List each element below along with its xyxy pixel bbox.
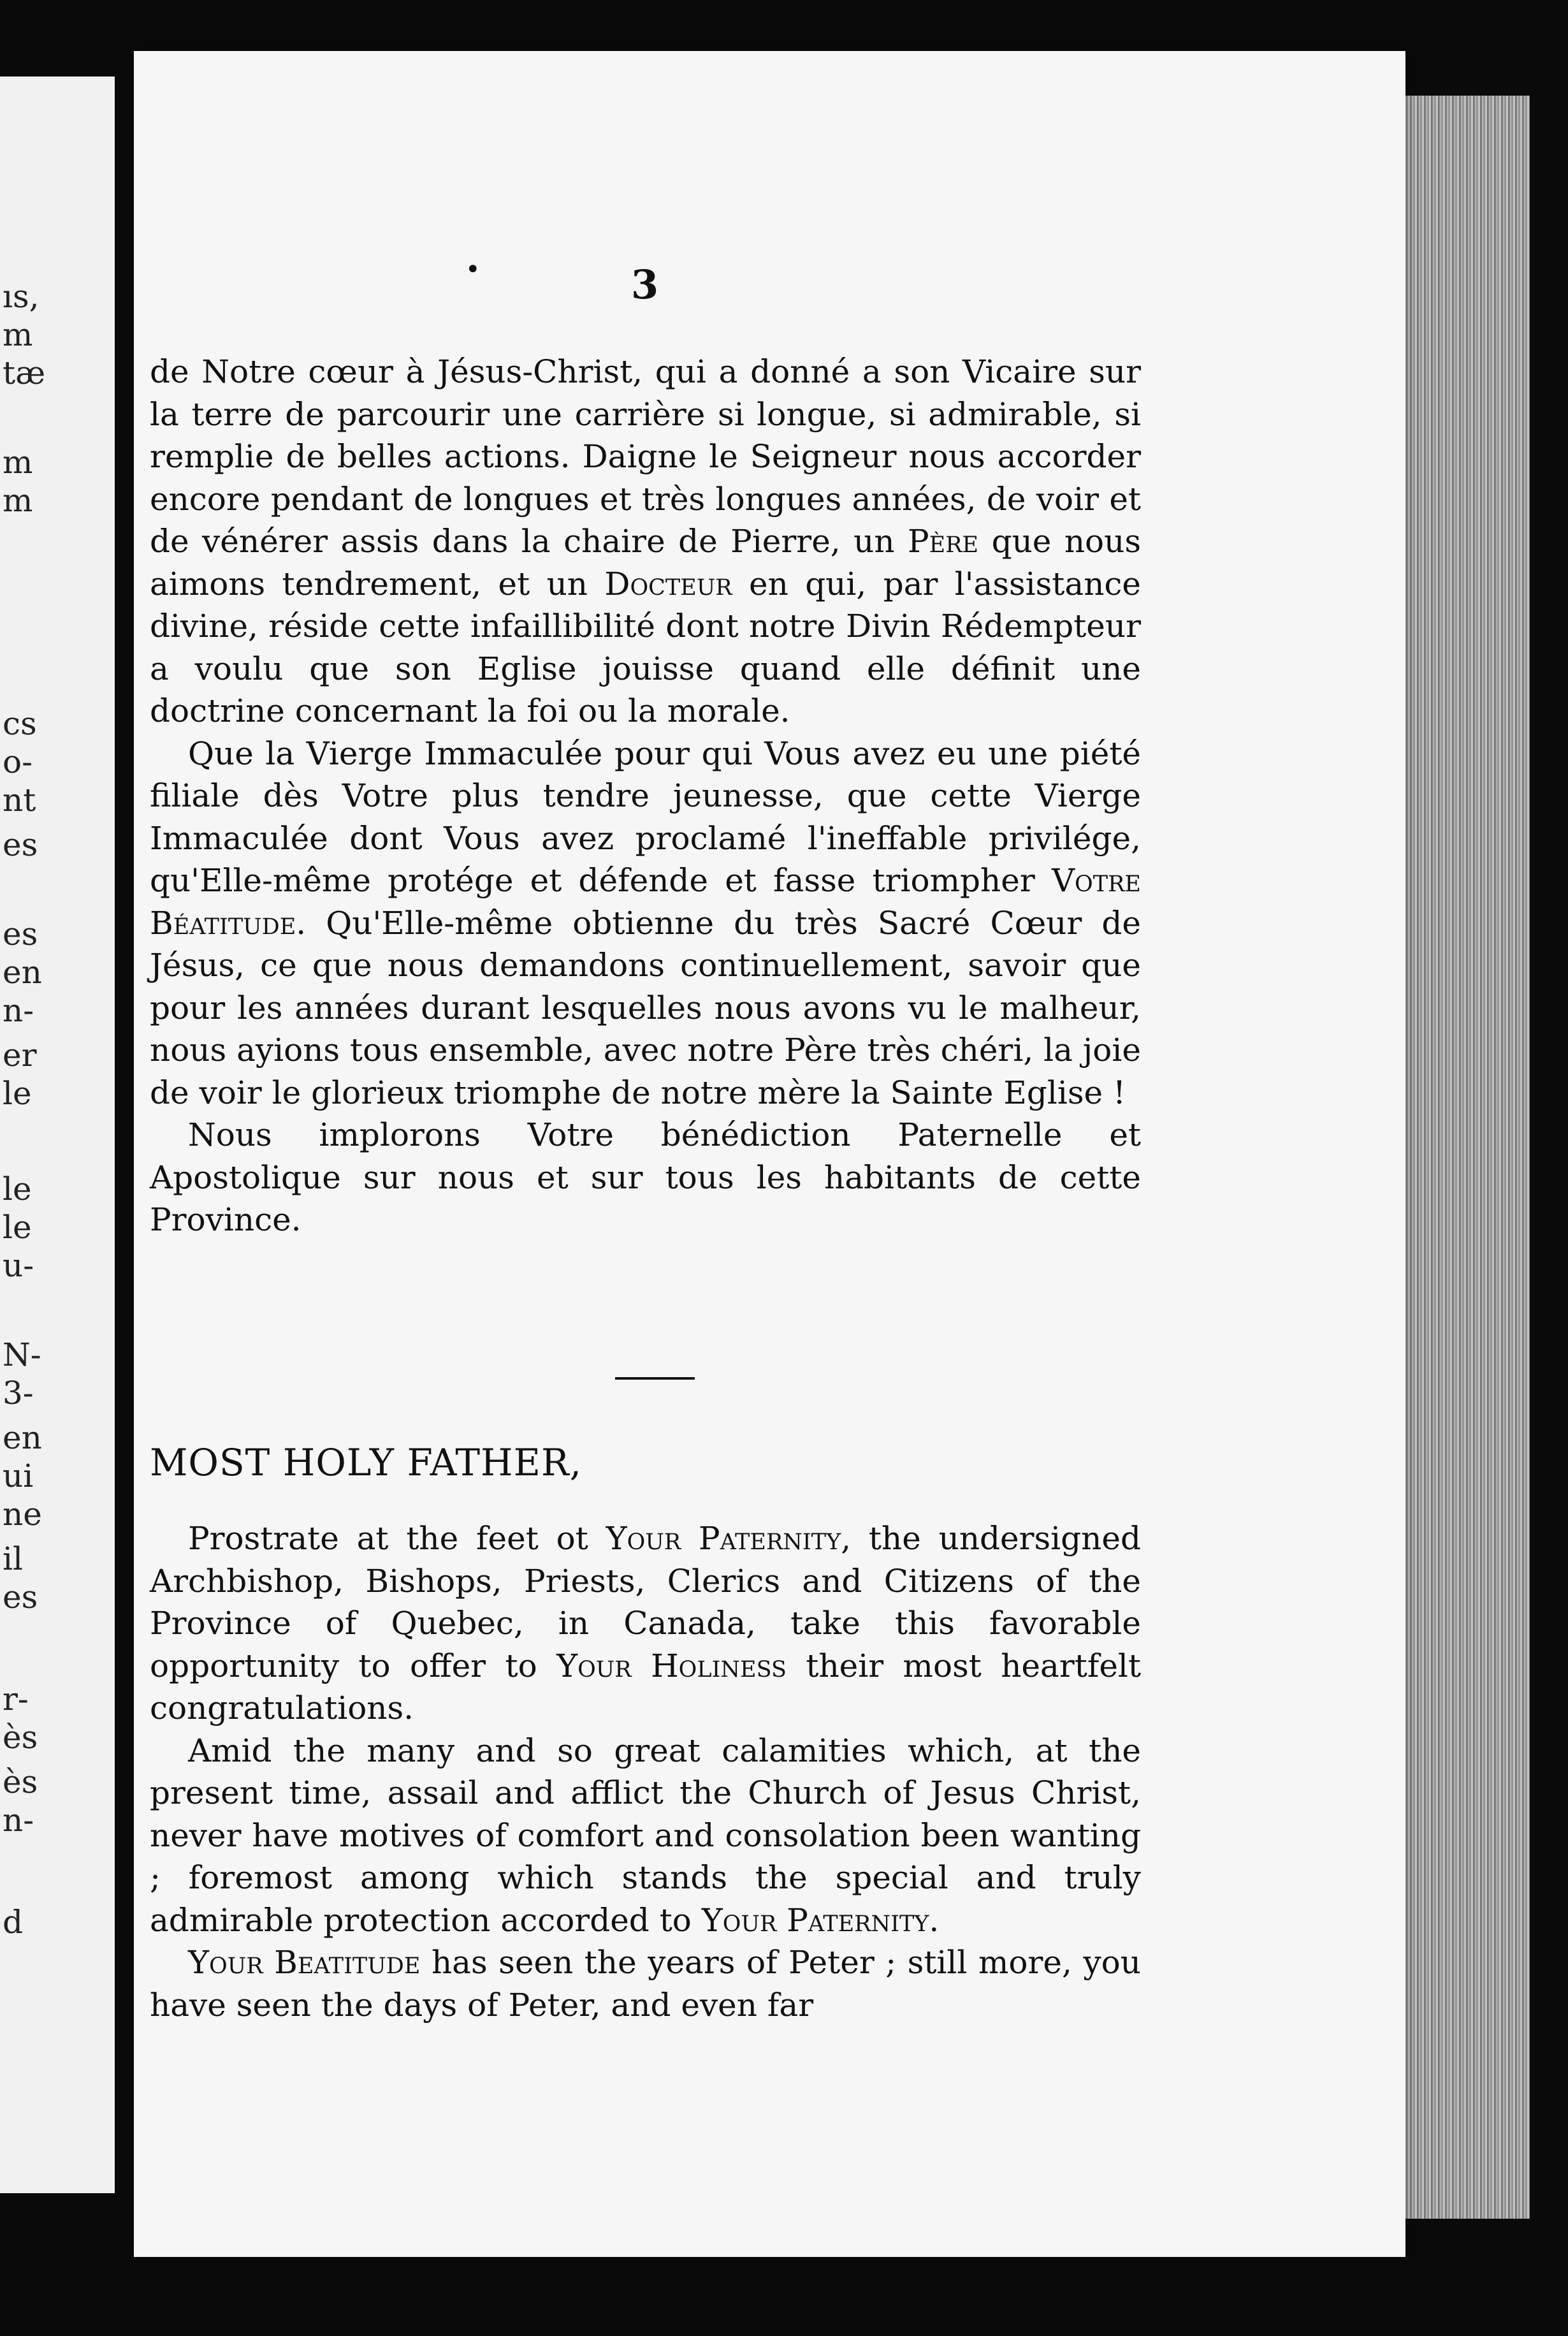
english-paragraph-3: Your Beatitude has seen the years of Peter ; still more, you have seen the days of Peter, and even far xyxy=(150,1944,1141,2024)
left-page-fragment: ıs, xyxy=(3,278,40,315)
section-heading: MOST HOLY FATHER, xyxy=(150,1441,583,1484)
left-page-fragment: es xyxy=(3,916,38,953)
left-page-fragment: en xyxy=(3,1419,42,1456)
left-page-fragment: cs xyxy=(3,705,37,742)
left-page-fragment: n- xyxy=(3,992,34,1029)
left-page-fragment: m xyxy=(3,444,33,481)
left-page-fragment: le xyxy=(3,1209,32,1246)
left-facing-page xyxy=(0,77,115,2193)
left-page-fragment: m xyxy=(3,482,33,519)
left-page-fragment: ès xyxy=(3,1763,38,1800)
left-page-fragment: tæ xyxy=(3,354,46,391)
left-page-fragment: er xyxy=(3,1037,37,1074)
section-divider xyxy=(615,1377,695,1380)
book-page xyxy=(134,51,1405,2257)
english-paragraph-1: Prostrate at the feet ot Your Paternity, the undersigned Archbishop, Bishops, Priests, Clerics and Citizens of the Province of Quebec, in Canada, take this favorable opportunity to offer to Your Holiness their most heartfelt congratulations. xyxy=(150,1520,1142,1726)
left-page-fragment: le xyxy=(3,1075,32,1112)
left-page-fragment: u- xyxy=(3,1247,34,1284)
left-page-fragment: il xyxy=(3,1540,23,1577)
left-page-fragment: es xyxy=(3,826,38,863)
left-page-fragment: ne xyxy=(3,1496,42,1533)
left-page-fragment: en xyxy=(3,954,42,991)
english-text xyxy=(150,1517,1141,2026)
left-page-fragment: ès xyxy=(3,1719,38,1756)
page-number: 3 xyxy=(631,261,659,308)
left-page-fragment: ui xyxy=(3,1457,34,1494)
left-page-fragment: le xyxy=(3,1171,32,1208)
english-paragraph-2: Amid the many and so great calamities which, at the present time, assail and afflict the Church of Jesus Christ, never have motives of comfort and consolation been wanting ; foremost among which stands the special and truly admirable protection accorded to Your Paternity. xyxy=(150,1732,1141,1939)
left-page-fragment: es xyxy=(3,1579,38,1616)
french-paragraph-1: de Notre cœur à Jésus-Christ, qui a donné a son Vicaire sur la terre de parcourir une carrière si longue, si admirable, si remplie de belles actions. Daigne le Seigneur nous accorder encore pendant de longues et très longues années, de voir et de vénérer assis dans la chaire de Pierre, un Père que nous aimons tendrement, et un Docteur en qui, par l'assistance divine, réside cette infaillibilité dont notre Divin Rédempteur a voulu que son Eglise jouisse quand elle définit une doctrine concernant la foi ou la morale. xyxy=(150,353,1141,729)
left-page-fragment: N- xyxy=(3,1336,41,1373)
french-paragraph-3: Nous implorons Votre bénédiction Paternelle et Apostolique sur nous et sur tous les habitants de cette Province. xyxy=(150,1116,1141,1238)
french-text xyxy=(150,351,1141,1241)
left-page-fragment: d xyxy=(3,1904,24,1941)
left-page-fragment: 3- xyxy=(3,1375,34,1412)
printer-dot: • xyxy=(465,255,481,284)
left-page-fragment: r- xyxy=(3,1681,29,1718)
left-page-fragment: n- xyxy=(3,1802,34,1839)
left-page-fragment: m xyxy=(3,316,33,353)
left-page-fragment: o- xyxy=(3,743,33,780)
left-page-fragment: nt xyxy=(3,782,36,819)
french-paragraph-2: Que la Vierge Immaculée pour qui Vous avez eu une piété filiale dès Votre plus tendre jeunesse, que cette Vierge Immaculée dont Vous avez proclamé l'ineffable privilége, qu'Elle-même protége et défende et fasse triompher Votre Béatitude. Qu'Elle-même obtienne du très Sacré Cœur de Jésus, ce que nous demandons continuellement, savoir que pour les années durant lesquelles nous avons vu le malheur, nous ayions tous ensemble, avec notre Père très chéri, la joie de voir le glorieux triomphe de notre mère la Sainte Eglise ! xyxy=(150,734,1141,1111)
